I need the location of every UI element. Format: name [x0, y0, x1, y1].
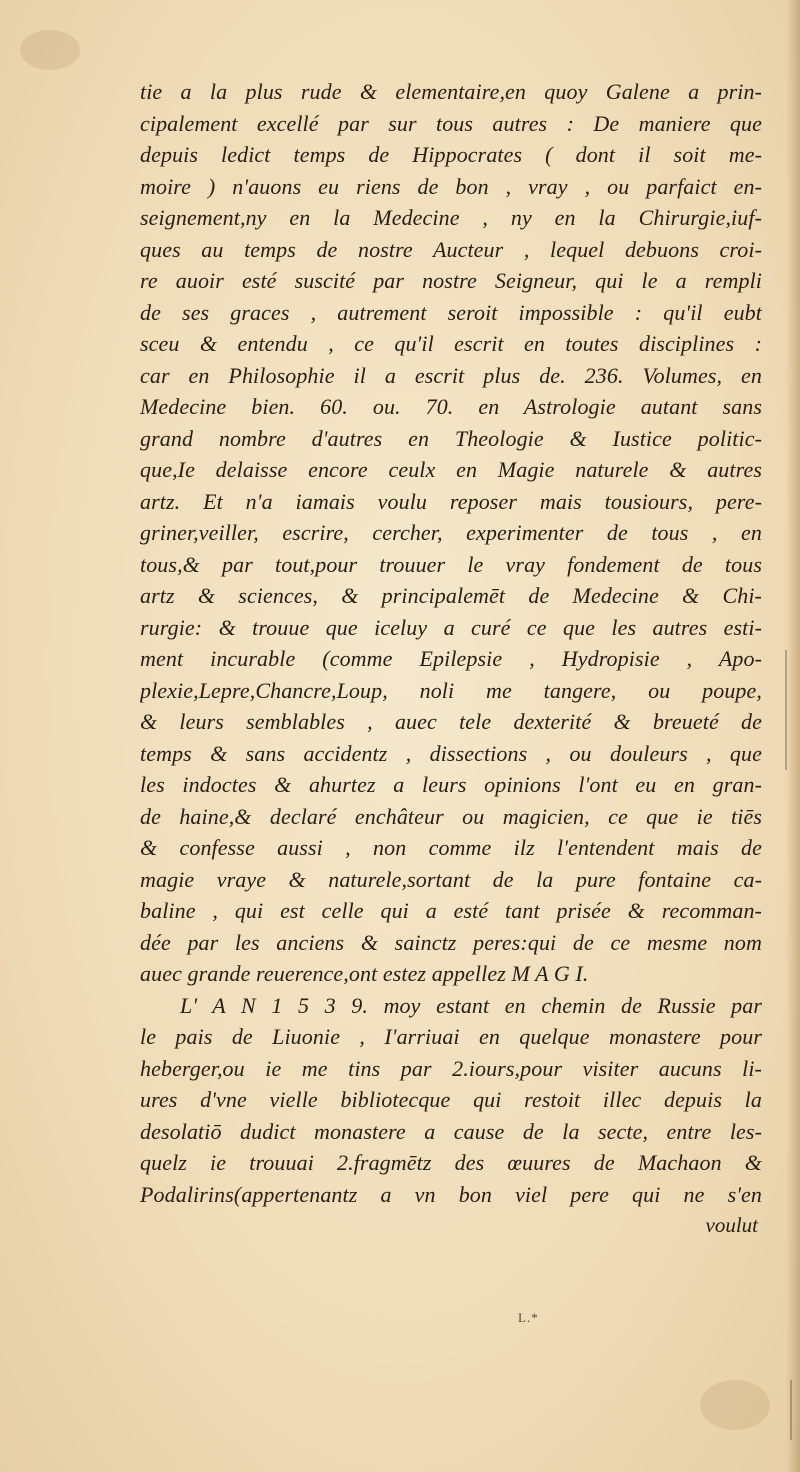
text-line: de ses graces , autrement seroit impossible : qu'il eubt [140, 299, 762, 325]
text-line: ures d'vne vielle bibliotecque qui restoit illec depuis la [140, 1087, 762, 1112]
text-line: depuis ledict temps de Hippocrates ( dont il soit me- [140, 142, 762, 167]
text-line: ment incurable (comme Epilepsie , Hydropisie , Apo- [140, 646, 762, 671]
text-line: de haine,& declaré enchâteur ou magicien, ce que ie tiēs [140, 803, 762, 829]
text-line: moire ) n'auons eu riens de bon , vray , ou parfaict en- [140, 173, 762, 199]
text-line: L' A N 1 5 3 9. moy estant en chemin de Russie par [180, 992, 762, 1018]
text-block [140, 76, 762, 1242]
text-line: artz. Et n'a iamais voulu reposer mais tousiours, pere- [140, 488, 762, 514]
text-line: les indoctes & ahurtez a leurs opinions l'ont eu en gran- [140, 772, 762, 797]
text-line: que,Ie delaisse encore ceulx en Magie naturele & autres [140, 457, 762, 482]
text-line: plexie,Lepre,Chancre,Loup, noli me tangere, ou poupe, [140, 677, 762, 703]
text-line: baline , qui est celle qui a esté tant prisée & recomman- [140, 898, 762, 923]
paper-stain [20, 30, 80, 70]
paper-flaw [785, 650, 787, 770]
text-line: desolatiō dudict monastere a cause de la secte, entre les- [140, 1118, 762, 1144]
text-line: rurgie: & trouue que iceluy a curé ce que les autres esti- [140, 614, 762, 640]
text-line: & confesse aussi , non comme ilz l'entendent mais de [140, 835, 762, 860]
text-line: sceu & entendu , ce qu'il escrit en toutes disciplines : [140, 331, 762, 356]
paper-stain [700, 1380, 770, 1430]
text-line: grand nombre d'autres en Theologie & Iustice politic- [140, 425, 762, 451]
text-line: heberger,ou ie me tins par 2.iours,pour visiter aucuns li- [140, 1055, 762, 1081]
text-line: tous,& par tout,pour trouuer le vray fondement de tous [140, 551, 762, 577]
text-line: & leurs semblables , auec tele dexterité & breueté de [140, 709, 762, 734]
page-edge-shadow [786, 0, 800, 1472]
text-line: Podalirins(appertenantz a vn bon viel pere qui ne s'en [140, 1181, 762, 1207]
text-line: ques au temps de nostre Aucteur , lequel debuons croi- [140, 236, 762, 262]
text-line: magie vraye & naturele,sortant de la pure fontaine ca- [140, 866, 762, 892]
text-line: dée par les anciens & sainctz peres:qui de ce mesme nom [140, 929, 762, 955]
paper-flaw [790, 1380, 792, 1440]
text-line: car en Philosophie il a escrit plus de. 236. Volumes, en [140, 362, 762, 388]
signature-mark: L.* [518, 1310, 539, 1325]
text-line: griner,veiller, escrire, cercher, experimenter de tous , en [140, 520, 762, 545]
text-line: cipalement excellé par sur tous autres : De maniere que [140, 110, 762, 136]
catchword: voulut [705, 1213, 758, 1237]
text-line: auec grande reuerence,ont estez appellez M A G I. [140, 961, 589, 986]
text-line: le pais de Liuonie , I'arriuai en quelque monastere pour [140, 1024, 762, 1049]
text-line: re auoir esté suscité par nostre Seigneur, qui le a rempli [140, 268, 762, 293]
text-line: tie a la plus rude & elementaire,en quoy Galene a prin- [140, 79, 762, 104]
text-line: seignement,ny en la Medecine , ny en la Chirurgie,iuf- [140, 205, 762, 230]
text-line: Medecine bien. 60. ou. 70. en Astrologie autant sans [140, 394, 762, 419]
text-line: artz & sciences, & principalemēt de Medecine & Chi- [140, 583, 762, 608]
text-line: quelz ie trouuai 2.fragmētz des œuures de Machaon & [140, 1150, 762, 1175]
text-line: temps & sans accidentz , dissections , ou douleurs , que [140, 740, 762, 766]
